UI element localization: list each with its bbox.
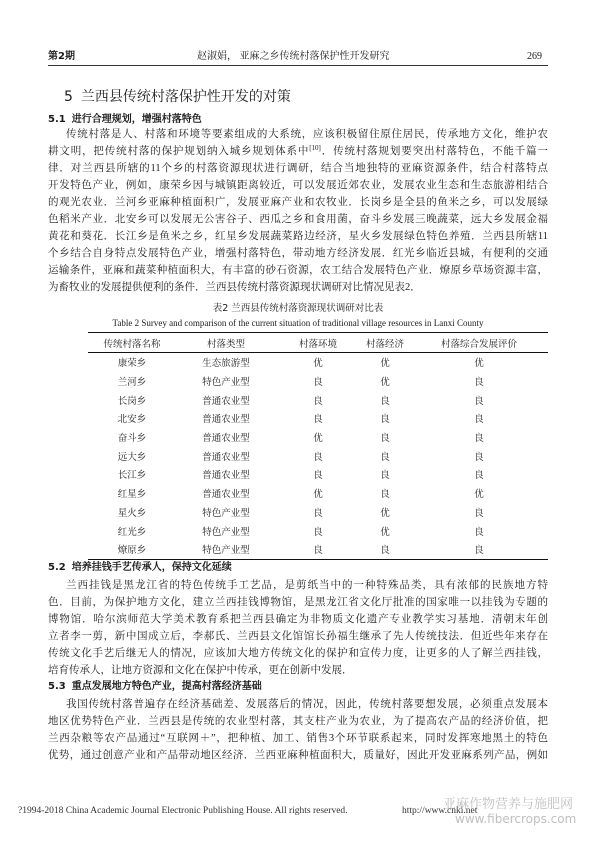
subsection-title: 进行合理规划，增强村落特色	[71, 114, 202, 125]
column-header: 传统村落名称	[103, 339, 161, 350]
subsection-number: 5.2	[48, 562, 66, 573]
table-caption-en: Table 2 Survey and comparison of the current situation of traditional village resources in Lanxi County	[112, 318, 484, 328]
text-line: 地区优势特色产业．兰西县是传统的农业型村落，其支柱产业为农业，为了提高农产品的经济价值，把	[48, 716, 548, 727]
cell-village-name: 康荣乡	[117, 359, 147, 370]
section-title: 兰西县传统村落保护性开发的对策	[80, 89, 291, 105]
cell-environment: 优	[313, 434, 323, 445]
cell-economy: 优	[380, 527, 390, 538]
cell-economy: 良	[380, 546, 390, 557]
cell-environment: 良	[313, 396, 323, 407]
cell-environment: 良	[313, 378, 323, 389]
cell-evaluation: 优	[474, 490, 484, 501]
text-line: 我国传统村落普遍存在经济基础差、发展落后的情况，因此，传统村落要想发展，必须重点发展本	[66, 699, 548, 710]
watermark-url: www.fibercrops.com	[455, 812, 577, 826]
text-line: 色．目前，为保护地方文化，建立兰西挂钱博物馆，是黑龙江省文化厅批准的国家唯一以挂钱为专题的	[48, 597, 548, 608]
cell-environment: 良	[313, 452, 323, 463]
cell-evaluation: 良	[474, 415, 484, 426]
text-segment: 耕文明，把传统村落的保护规划纳入城乡规划体系中	[48, 146, 310, 157]
column-header: 村落综合发展评价	[440, 339, 517, 350]
cell-economy: 良	[380, 490, 390, 501]
text-line: 黄花和葵花．长江乡是鱼米之乡，红星乡发展蔬菜路边经济，星火乡发展绿色特色养殖．兰西县所辖11	[48, 231, 548, 242]
cell-village-name: 长岗乡	[117, 396, 147, 407]
page-number: 269	[527, 51, 542, 62]
cell-village-type: 普通农业型	[202, 452, 250, 463]
paragraph-5-2	[48, 577, 548, 679]
subsection-heading-5-3	[48, 679, 262, 695]
section-heading	[64, 89, 291, 106]
cell-economy: 良	[380, 415, 390, 426]
paragraph-5-3	[48, 696, 548, 764]
cell-evaluation: 良	[474, 471, 484, 482]
cell-evaluation: 良	[474, 508, 484, 519]
cell-village-type: 特色产业型	[202, 378, 250, 389]
subsection-title: 重点发展地方特色产业，提高村落经济基础	[71, 681, 262, 692]
column-header: 村落经济	[365, 339, 404, 350]
table-row	[88, 484, 548, 503]
footer-url: http://www.cnki.net	[402, 806, 478, 816]
table-row	[88, 465, 548, 484]
cell-village-type: 特色产业型	[202, 527, 250, 538]
cell-village-name: 星火乡	[117, 508, 147, 519]
text-line: 培育传承人，让地方资源和文化在保护中传承，更在创新中发展．	[48, 665, 353, 676]
text-line: 为畜牧业的发展提供便利的条件．兰西县传统村落资源现状调研对比情况见表2．	[48, 282, 421, 293]
text-line: 开发特色产业，例如，康荣乡因与城镇距离较近，可以发展近郊农业，发展农业生态和生态旅游相结合	[48, 180, 548, 191]
cell-economy: 良	[380, 471, 390, 482]
column-header: 村落环境	[298, 339, 337, 350]
cell-evaluation: 良	[474, 546, 484, 557]
footer-copyright: ?1994-2018 China Academic Journal Electronic Publishing House. All rights reserved.	[18, 806, 348, 816]
table-row	[88, 446, 548, 465]
subsection-heading-5-2	[48, 560, 232, 576]
paragraph-5-1	[48, 126, 548, 296]
column-header: 村落类型	[206, 339, 245, 350]
table-caption-cn: 表2 兰西县传统村落资源现状调研对比表	[212, 303, 384, 314]
cell-village-name: 奋斗乡	[117, 434, 147, 445]
cell-evaluation: 良	[474, 396, 484, 407]
table-row	[88, 409, 548, 428]
text-line: 博物馆．哈尔滨师范大学美术教育系把兰西县确定为非物质文化遗产专业教学实习基地．清朝末年创	[48, 614, 548, 625]
cell-environment: 优	[313, 359, 323, 370]
cell-village-type: 普通农业型	[202, 396, 250, 407]
cell-economy: 优	[380, 359, 390, 370]
subsection-number: 5.3	[48, 681, 66, 692]
cell-village-name: 北安乡	[117, 415, 147, 426]
text-line: 个乡结合自身特点发展特色产业，增强村落特色，带动地方经济发展．红光乡临近县城，有便利的交通	[48, 248, 548, 259]
subsection-number: 5.1	[48, 114, 66, 125]
cell-economy: 优	[380, 508, 390, 519]
cell-environment: 优	[313, 490, 323, 501]
cell-village-name: 红星乡	[117, 490, 147, 501]
journal-issue: 第2期	[48, 51, 75, 62]
text-line: 的观光农业．兰河乡亚麻种植面积广，发展亚麻产业和农牧业．长岗乡是全县的鱼米之乡，可以发展绿	[48, 197, 548, 208]
text-line	[48, 143, 548, 160]
cell-environment: 良	[313, 508, 323, 519]
cell-village-name: 长江乡	[117, 471, 147, 482]
cell-village-type: 普通农业型	[202, 434, 250, 445]
cell-economy: 良	[380, 396, 390, 407]
resource-comparison-table	[88, 332, 548, 560]
cell-evaluation: 良	[474, 452, 484, 463]
cell-evaluation: 良	[474, 434, 484, 445]
text-segment: ．传统村落规划要突出村落特色，不能千篇一	[320, 146, 548, 157]
table-row	[88, 390, 548, 409]
text-line: 优势，通过创意产业和产品带动地区经济．兰西亚麻种植面积大，质量好，因此开发亚麻系列产品，例如	[48, 750, 548, 761]
table-row	[88, 521, 548, 540]
cell-environment: 良	[313, 527, 323, 538]
header-divider	[48, 65, 548, 66]
text-line: 兰西杂粮等农产品通过“互联网＋”，把种植、加工、销售3个环节联系起来，同时发挥寒地黑土的特色	[48, 733, 548, 744]
cell-village-type: 普通农业型	[202, 490, 250, 501]
section-number: 5	[64, 89, 73, 105]
table-row	[88, 353, 548, 372]
cell-environment: 良	[313, 471, 323, 482]
cell-village-name: 燎原乡	[117, 546, 147, 557]
text-line: 传统村落是人、村落和环境等要素组成的大系统，应该积极留住原住居民，传承地方文化，维护农	[66, 129, 548, 140]
cell-economy: 良	[380, 452, 390, 463]
watermark-site-name: 亚麻作物营养与施肥网	[443, 797, 574, 812]
table-row	[88, 372, 548, 391]
cell-economy: 优	[380, 378, 390, 389]
cell-environment: 良	[313, 546, 323, 557]
cell-village-type: 普通农业型	[202, 471, 250, 482]
cell-village-name: 兰河乡	[117, 378, 147, 389]
text-line: 立者李一剪，新中国成立后，李郝氏、兰西县文化馆馆长孙福生继承了先人传统技法．但近些年来存在	[48, 631, 548, 642]
cell-village-name: 红光乡	[117, 527, 147, 538]
cell-village-type: 特色产业型	[202, 508, 250, 519]
cell-village-name: 远大乡	[117, 452, 147, 463]
text-line: 兰西挂钱是黑龙江省的特色传统手工艺品，是剪纸当中的一种特殊品类，具有浓郁的民族地方特	[66, 580, 548, 591]
cell-village-type: 生态旅游型	[202, 359, 250, 370]
table-row	[88, 540, 548, 559]
cell-environment: 良	[313, 415, 323, 426]
cell-village-type: 特色产业型	[202, 546, 250, 557]
cell-economy: 良	[380, 434, 390, 445]
text-line: 传统文化手艺后继无人的情况，应该加大地方传统文化的保护和宣传力度，让更多的人了解兰西挂钱，	[48, 648, 548, 659]
table-row	[88, 503, 548, 522]
cell-evaluation: 良	[474, 527, 484, 538]
running-title: 赵淑娟， 亚麻之乡传统村落保护性开发研究	[197, 51, 390, 62]
cell-village-type: 普通农业型	[202, 415, 250, 426]
text-line: 运输条件，亚麻和蔬菜种植面积大，有丰富的砂石资源，农工结合发展特色产业．燎原乡草场资源丰富，	[48, 265, 548, 276]
table-row	[88, 428, 548, 447]
table-header-row	[88, 333, 548, 353]
citation-reference: [10]	[309, 144, 321, 152]
subsection-title: 培养挂钱手艺传承人，保持文化延续	[71, 562, 232, 573]
text-line: 律．对兰西县所辖的11个乡的村落资源现状进行调研，结合当地独特的亚麻资源条件，结合村落特点	[48, 163, 548, 174]
text-line: 色稻米产业．北安乡可以发展无公害谷子、西瓜之乡和食用菌，奋斗乡发展三晚蔬菜，远大乡发展金福	[48, 214, 548, 225]
cell-evaluation: 优	[474, 359, 484, 370]
cell-evaluation: 良	[474, 378, 484, 389]
